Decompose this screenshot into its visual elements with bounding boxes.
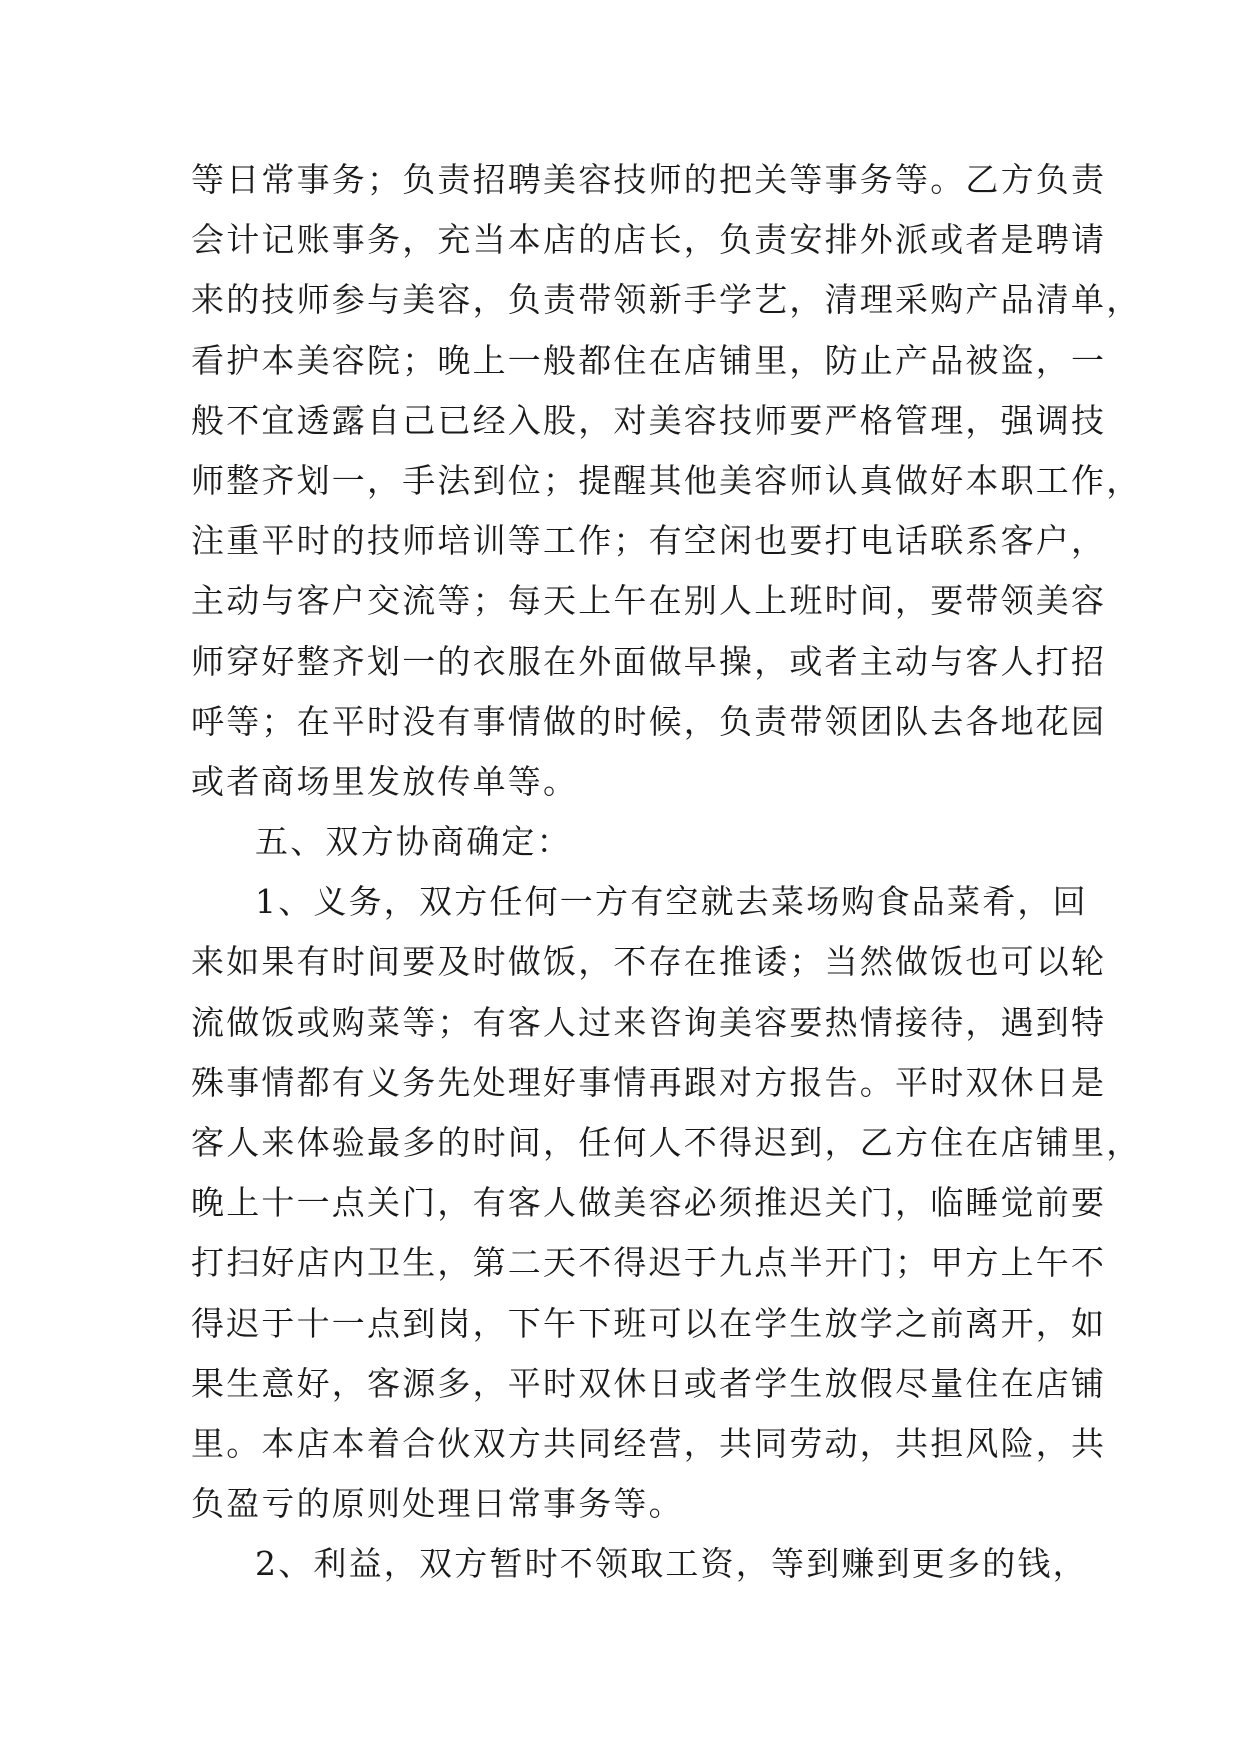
text-line: 2、利益，双方暂时不领取工资，等到赚到更多的钱， [255, 1544, 1088, 1584]
text-line: 或者商场里发放传单等。 [191, 761, 579, 801]
text-line: 等日常事务；负责招聘美容技师的把关等事务等。乙方负责 [191, 160, 1107, 199]
text-line: 得迟于十一点到岗，下午下班可以在学生放学之前离开，如 [191, 1303, 1107, 1343]
text-line: 主动与客户交流等；每天上午在别人上班时间，要带领美容 [191, 581, 1107, 621]
section-heading: 五、双方协商确定： [255, 822, 572, 862]
text-line: 来的技师参与美容，负责带领新手学艺，清理采购产品清单， [191, 280, 1142, 320]
text-line: 殊事情都有义务先处理好事情再跟对方报告。平时双休日是 [191, 1062, 1107, 1102]
text-line: 客人来体验最多的时间，任何人不得迟到，乙方住在店铺里， [191, 1123, 1142, 1162]
text-line: 师穿好整齐划一的衣服在外面做早操，或者主动与客人打招 [191, 641, 1107, 681]
text-line: 负盈亏的原则处理日常事务等。 [191, 1484, 684, 1524]
text-line: 1、义务，双方任何一方有空就去菜场购食品菜肴，回 [255, 882, 1088, 922]
text-line: 里。本店本着合伙双方共同经营，共同劳动，共担风险，共 [191, 1423, 1107, 1463]
text-line: 呼等；在平时没有事情做的时候，负责带领团队去各地花园 [191, 701, 1107, 741]
text-line: 看护本美容院；晚上一般都住在店铺里，防止产品被盗，一 [191, 340, 1107, 380]
body-text [191, 150, 1142, 1595]
text-line: 流做饭或购菜等；有客人过来咨询美容要热情接待，遇到特 [191, 1002, 1107, 1042]
text-line: 般不宜透露自己已经入股，对美容技师要严格管理，强调技 [191, 400, 1107, 440]
text-line: 果生意好，客源多，平时双休日或者学生放假尽量住在店铺 [191, 1363, 1107, 1403]
text-line: 注重平时的技师培训等工作；有空闲也要打电话联系客户， [191, 521, 1107, 561]
text-line: 晚上十一点关门，有客人做美容必须推迟关门，临睡觉前要 [191, 1183, 1107, 1223]
text-line: 师整齐划一，手法到位；提醒其他美容师认真做好本职工作， [191, 460, 1142, 500]
text-line: 来如果有时间要及时做饭，不存在推诿；当然做饭也可以轮 [191, 942, 1107, 982]
text-line: 打扫好店内卫生，第二天不得迟于九点半开门；甲方上午不 [191, 1243, 1107, 1283]
text-line: 会计记账事务，充当本店的店长，负责安排外派或者是聘请 [191, 220, 1107, 260]
